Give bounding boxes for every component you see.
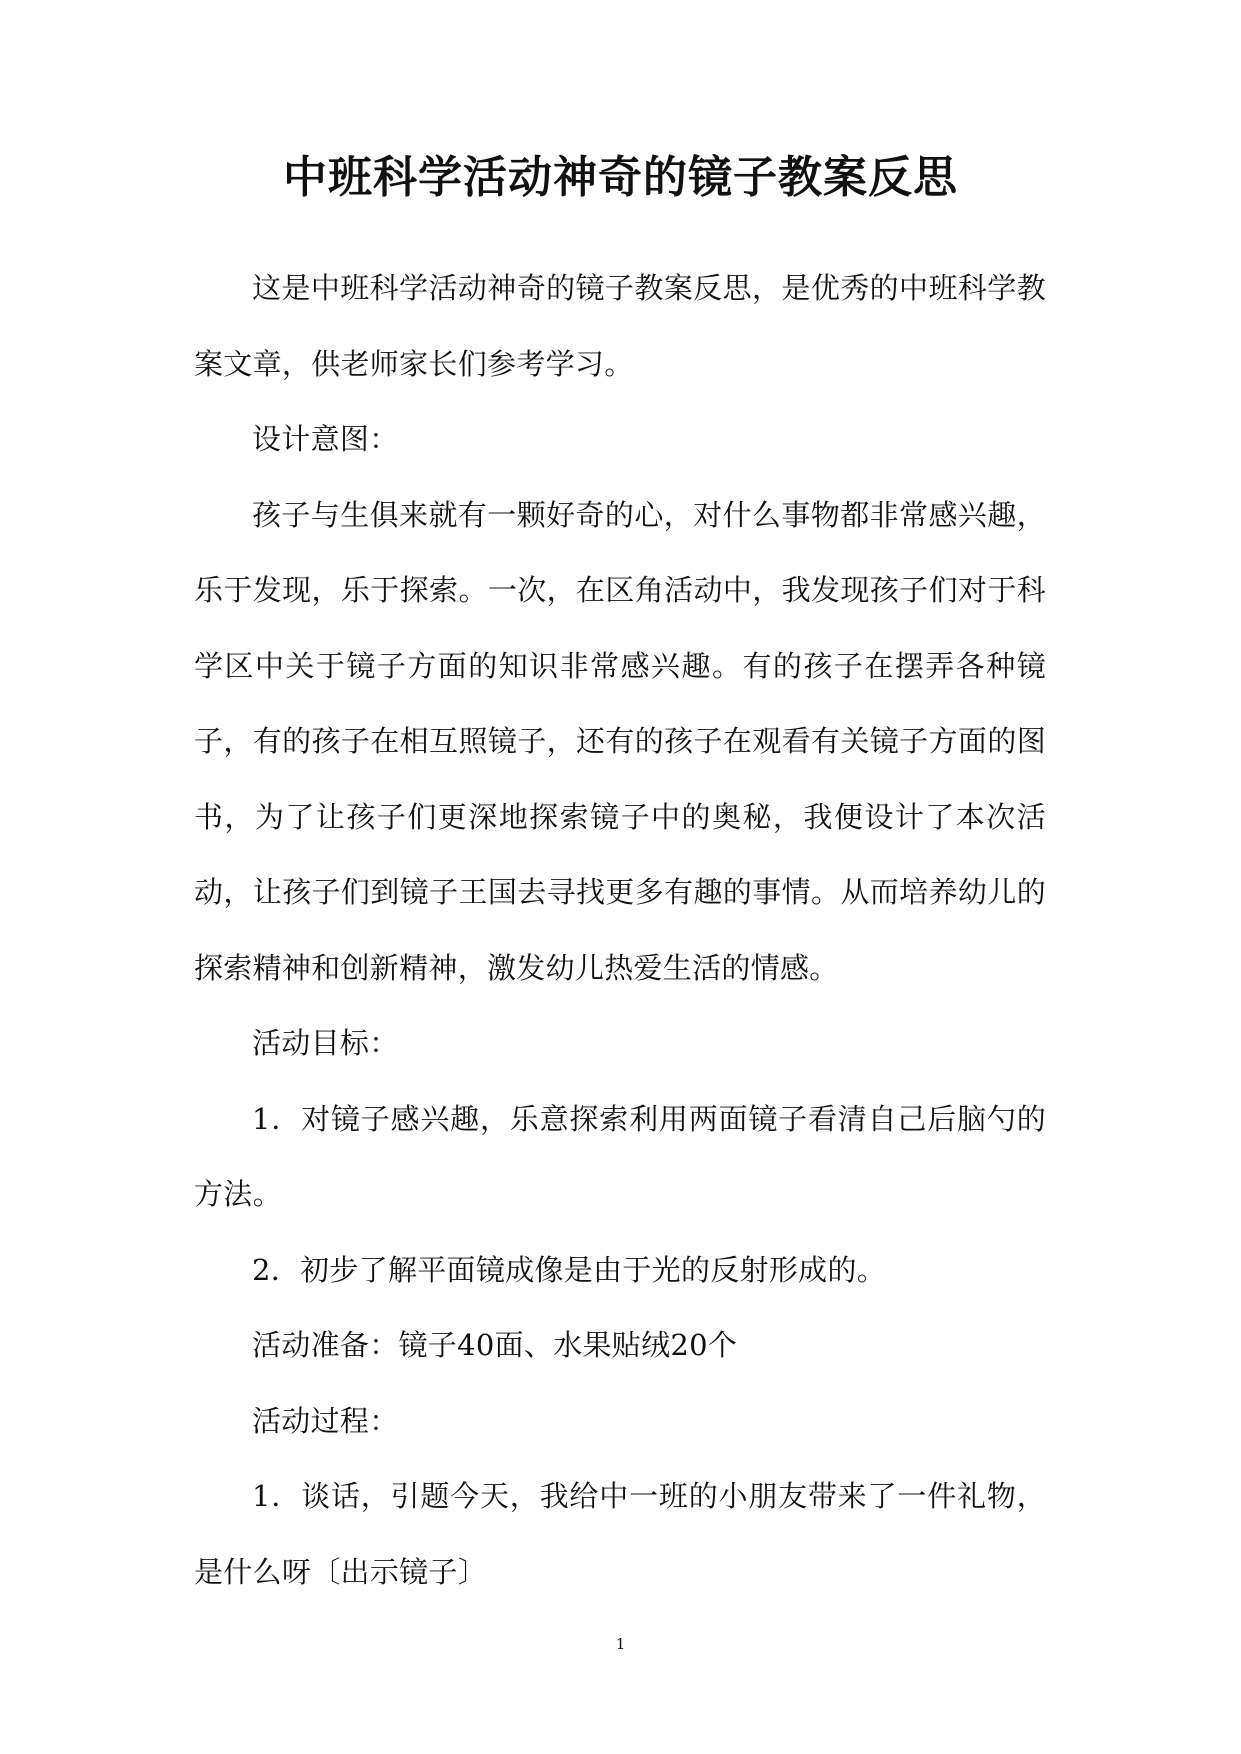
paragraph-intro: 这是中班科学活动神奇的镜子教案反思，是优秀的中班科学教案文章，供老师家长们参考学习。 — [194, 271, 1046, 381]
goal-item-1: 1．对镜子感兴趣，乐意探索利用两面镜子看清自己后脑勺的方法。 — [194, 1101, 1046, 1211]
paragraph-design-intent: 孩子与生俱来就有一颗好奇的心，对什么事物都非常感兴趣，乐于发现，乐于探索。一次，在区角活动中，我发现孩子们对于科学区中关于镜子方面的知识非常感兴趣。有的孩子在摆弄各种镜子，有的孩子在相互照镜子，还有的孩子在观看有关镜子方面的图书，为了让孩子们更深地探索镜子中的奥秘，我便设计了本次活动，让孩子们到镜子王国去寻找更多有趣的事情。从而培养幼儿的探索精神和创新精神，激发幼儿热爱生活的情感。 — [194, 497, 1046, 985]
process-step-1: 1．谈话，引题今天，我给中一班的小朋友带来了一件礼物，是什么呀〔出示镜子〕 — [194, 1479, 1046, 1589]
heading-design-intent: 设计意图： — [252, 422, 399, 456]
heading-activity-process: 活动过程： — [252, 1403, 399, 1438]
goal-item-2: 2．初步了解平面镜成像是由于光的反射形成的。 — [252, 1252, 887, 1287]
activity-preparation: 活动准备：镜子40面、水果贴绒20个 — [252, 1328, 738, 1362]
document-title: 中班科学活动神奇的镜子教案反思 — [283, 152, 958, 203]
heading-activity-goals: 活动目标： — [252, 1026, 399, 1060]
document-body — [194, 251, 1046, 1610]
page-number: 1 — [615, 1635, 626, 1653]
